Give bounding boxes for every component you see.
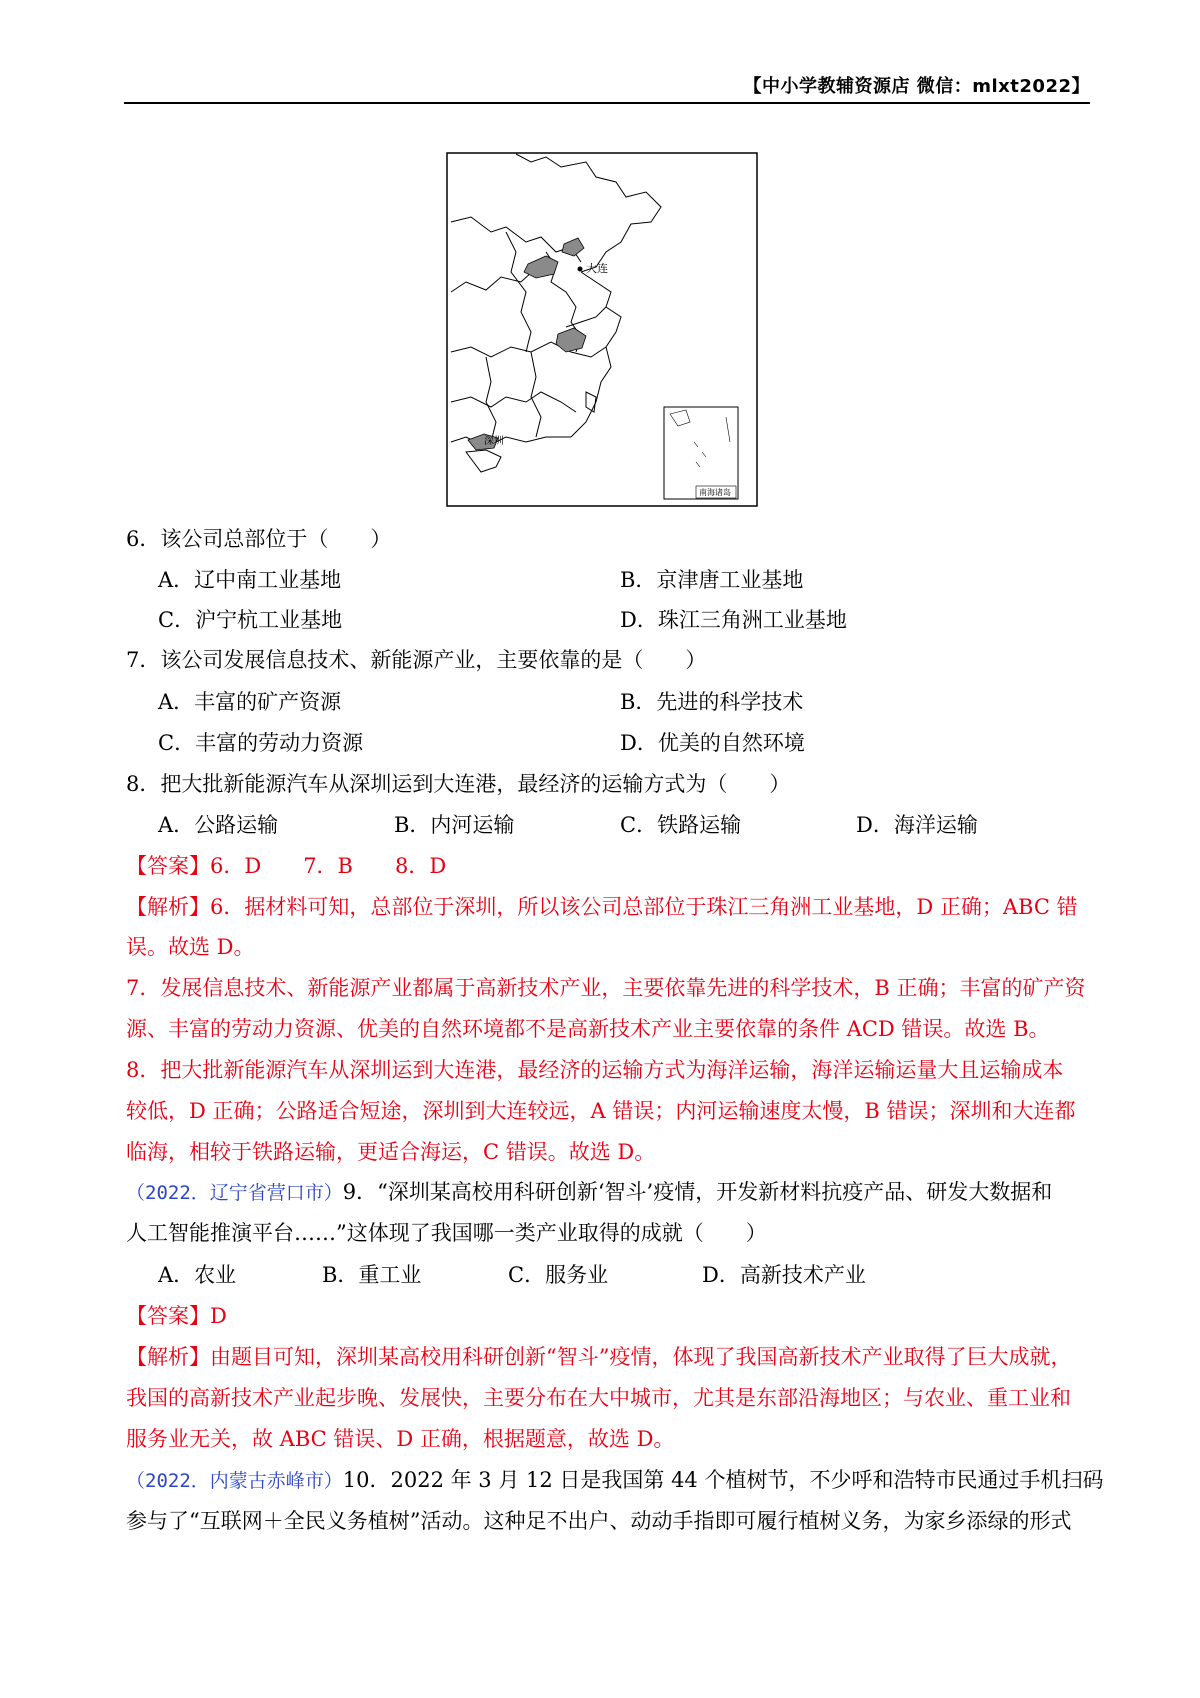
q6-option-a: A．辽中南工业基地 (158, 568, 342, 592)
q8-option-a: A．公路运输 (158, 813, 279, 837)
question-6-stem: 6．该公司总部位于（ ） (126, 527, 392, 551)
q9-option-d: D．高新技术产业 (702, 1263, 866, 1287)
q9-source: （2022．辽宁省营口市） (126, 1182, 343, 1204)
answer-9: 【答案】D (126, 1304, 227, 1328)
china-east-map (446, 152, 758, 507)
q7-option-a: A．丰富的矿产资源 (158, 690, 342, 714)
q8-option-c: C．铁路运输 (620, 813, 742, 837)
q9-stem-text: 9．“深圳某高校用科研创新‘智斗’疫情，开发新材料抗疫产品、研发大数据和 (342, 1180, 1053, 1204)
analysis-line: 误。故选 D。 (126, 935, 255, 959)
question-8-stem: 8．把大批新能源汽车从深圳运到大连港，最经济的运输方式为（ ） (126, 772, 791, 796)
question-9-stem-line1 (126, 1178, 1052, 1207)
q6-option-d: D．珠江三角洲工业基地 (620, 608, 847, 632)
analysis-line: 源、丰富的劳动力资源、优美的自然环境都不是高新技术产业主要依靠的条件 ACD 错误。故选 B。 (126, 1017, 1050, 1041)
q7-option-c: C．丰富的劳动力资源 (158, 731, 364, 755)
analysis-line: 8．把大批新能源汽车从深圳运到大连港，最经济的运输方式为海洋运输，海洋运输运量大且运输成本 (126, 1058, 1064, 1082)
q6-option-c: C．沪宁杭工业基地 (158, 608, 343, 632)
q8-option-b: B．内河运输 (394, 813, 515, 837)
question-10-stem-line2: 参与了“互联网＋全民义务植树”活动。这种足不出户、动动手指即可履行植树义务，为家乡添绿的形式 (126, 1509, 1072, 1533)
dalian-dot (578, 267, 583, 272)
analysis-line: 7．发展信息技术、新能源产业都属于高新技术产业，主要依靠先进的科学技术，B 正确；丰富的矿产资 (126, 976, 1086, 1000)
question-10-stem-line1 (126, 1466, 1103, 1495)
q9-option-b: B．重工业 (322, 1263, 422, 1287)
page-header (124, 70, 1090, 104)
q7-option-b: B．先进的科学技术 (620, 690, 804, 714)
shenzhen-label: 深圳 (484, 436, 504, 447)
question-9-stem-line2: 人工智能推演平台……”这体现了我国哪一类产业取得的成就（ ） (126, 1221, 767, 1245)
answer-6-8: 【答案】6．D 7．B 8．D (126, 854, 447, 878)
question-7-stem: 7．该公司发展信息技术、新能源产业，主要依靠的是（ ） (126, 648, 707, 672)
analysis-line: 【解析】6．据材料可知，总部位于深圳，所以该公司总部位于珠江三角洲工业基地，D 正确；ABC 错 (126, 895, 1078, 919)
q9-option-a: A．农业 (158, 1263, 237, 1287)
header-text: 【中小学教辅资源店 微信：mlxt2022】 (743, 76, 1090, 97)
q6-option-b: B．京津唐工业基地 (620, 568, 804, 592)
q10-stem-text: 10．2022 年 3 月 12 日是我国第 44 个植树节，不少呼和浩特市民通过手机扫码 (342, 1468, 1104, 1492)
q10-source: （2022．内蒙古赤峰市） (126, 1470, 343, 1492)
dalian-label: 大连 (586, 262, 608, 275)
analysis-line: 【解析】由题目可知，深圳某高校用科研创新“智斗”疫情，体现了我国高新技术产业取得了巨大成就， (126, 1345, 1072, 1369)
analysis-line: 较低，D 正确；公路适合短途，深圳到大连较远，A 错误；内河运输速度太慢，B 错误；深圳和大连都 (126, 1099, 1076, 1123)
nanhai-label: 南海诸岛 (699, 488, 731, 497)
analysis-line: 我国的高新技术产业起步晚、发展快，主要分布在大中城市，尤其是东部沿海地区；与农业、重工业和 (126, 1386, 1071, 1410)
q7-option-d: D．优美的自然环境 (620, 731, 805, 755)
analysis-line: 服务业无关，故 ABC 错误、D 正确，根据题意，故选 D。 (126, 1427, 675, 1451)
analysis-line: 临海，相较于铁路运输，更适合海运，C 错误。故选 D。 (126, 1140, 656, 1164)
q9-option-c: C．服务业 (508, 1263, 609, 1287)
q8-option-d: D．海洋运输 (856, 813, 978, 837)
